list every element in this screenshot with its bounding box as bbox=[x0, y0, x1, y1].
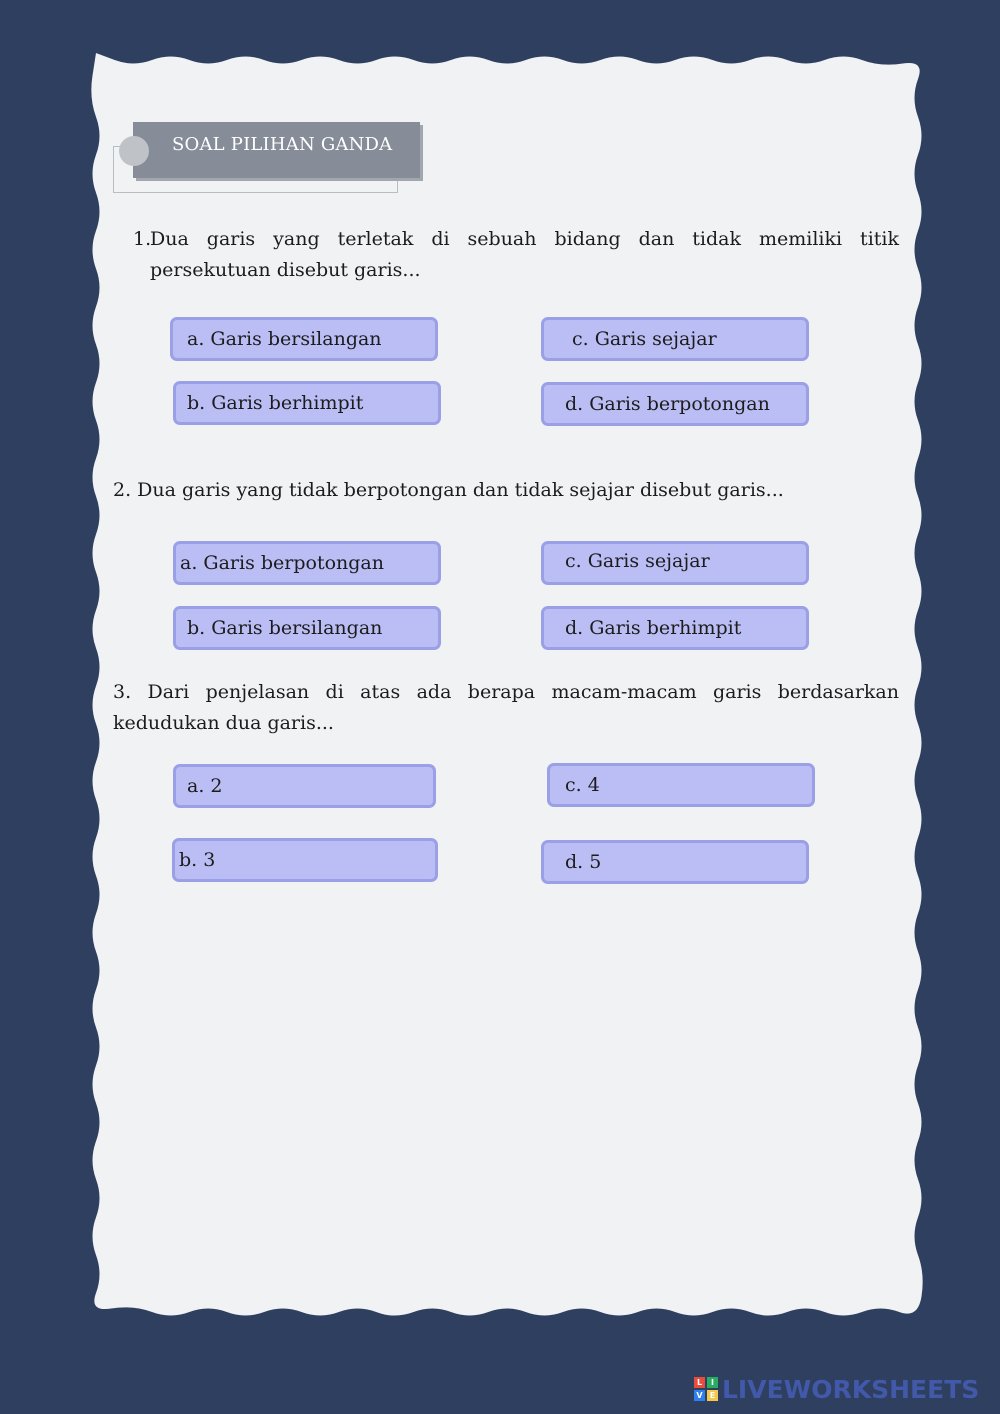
question-1-line-1: Dua garis yang terletak di sebuah bidang dan tidak memiliki titik bbox=[150, 228, 899, 250]
q1-option-b[interactable]: b. Garis berhimpit bbox=[173, 381, 441, 425]
q3-option-d[interactable]: d. 5 bbox=[541, 840, 809, 884]
q3-option-c[interactable]: c. 4 bbox=[547, 763, 815, 807]
liveworksheets-brand bbox=[694, 1376, 979, 1402]
section-title: SOAL PILIHAN GANDA bbox=[172, 134, 393, 155]
question-2: 2. Dua garis yang tidak berpotongan dan tidak sejajar disebut garis... bbox=[113, 479, 784, 501]
q2-option-a[interactable]: a. Garis berpotongan bbox=[173, 541, 441, 585]
liveworksheets-wordmark: LIVEWORKSHEETS bbox=[722, 1374, 980, 1404]
q2-option-b[interactable]: b. Garis bersilangan bbox=[173, 606, 441, 650]
q3-option-b[interactable]: b. 3 bbox=[172, 838, 438, 882]
title-bullet bbox=[119, 136, 149, 166]
q1-option-a[interactable]: a. Garis bersilangan bbox=[170, 317, 438, 361]
q1-option-c[interactable]: c. Garis sejajar bbox=[541, 317, 809, 361]
liveworksheets-logo-icon: L I V E bbox=[694, 1377, 718, 1401]
q1-option-d[interactable]: d. Garis berpotongan bbox=[541, 382, 809, 426]
question-1-line-2: persekutuan disebut garis... bbox=[150, 259, 421, 281]
question-3-line-2: kedudukan dua garis... bbox=[113, 712, 334, 734]
question-1-number: 1. bbox=[133, 228, 152, 250]
question-3-line-1: 3. Dari penjelasan di atas ada berapa macam-macam garis berdasarkan bbox=[113, 681, 899, 703]
q3-option-a[interactable]: a. 2 bbox=[173, 764, 436, 808]
q2-option-c[interactable]: c. Garis sejajar bbox=[541, 541, 809, 585]
q2-option-d[interactable]: d. Garis berhimpit bbox=[541, 606, 809, 650]
